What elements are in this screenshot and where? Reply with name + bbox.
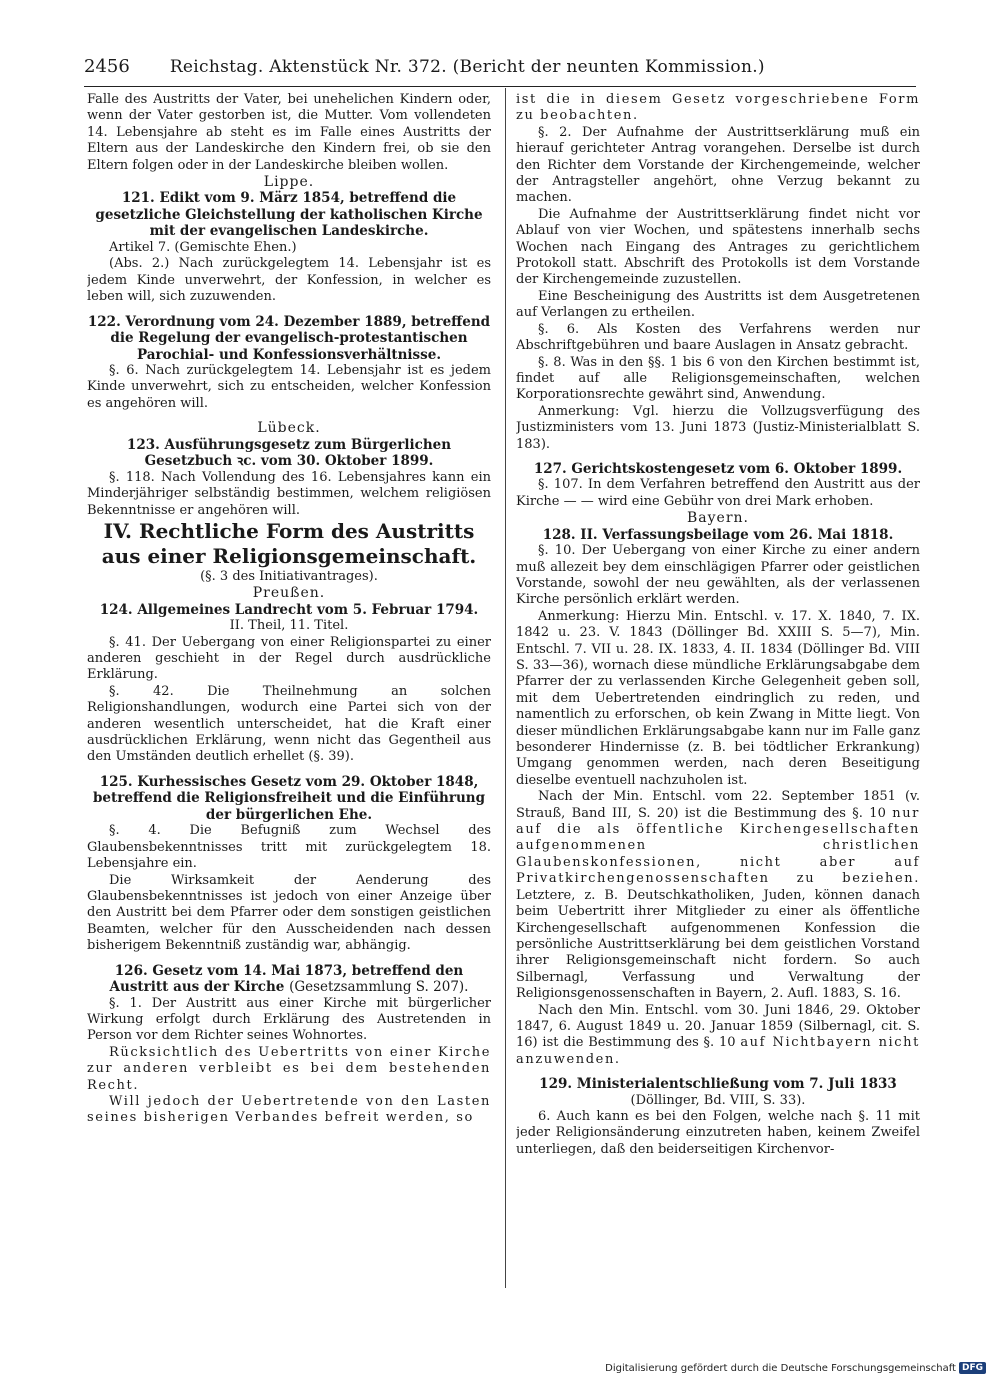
region-heading-luebeck: Lübeck.	[257, 420, 321, 437]
text-run-spaced: auf Nichtbayern nicht anzuwenden.	[516, 1035, 920, 1067]
heading-123: 123. Ausführungsgesetz zum Bürgerlichen Gesetzbuch ꝛc. vom 30. Oktober 1899.	[126, 436, 452, 470]
heading-128: 128. II. Verfassungsbeilage vom 26. Mai 1818.	[542, 526, 894, 543]
right-column	[516, 92, 920, 1288]
left-column	[87, 92, 491, 1288]
heading-126-source: (Gesetzsammlung S. 207).	[289, 979, 469, 996]
heading-127: 127. Gerichtskostengesetz vom 6. Oktober 1899.	[533, 460, 903, 477]
digitization-credit	[605, 1362, 986, 1374]
paragraph	[516, 1003, 920, 1069]
paragraph: §. 6. Nach zurückgelegtem 14. Lebensjahr ist es jedem Kinde unverwehrt, sich zu entscheiden, welcher Konfession es angehören will.	[87, 363, 491, 411]
heading-129: 129. Ministerialentschließung vom 7. Juli 1833	[539, 1076, 897, 1093]
credit-text: Digitalisierung gefördert durch die Deutsche Forschungsgemeinschaft	[605, 1362, 956, 1374]
paragraph: §. 4. Die Befugniß zum Wechsel des Glaubensbekenntnisses tritt mit zurückgelegtem 18. Lebensjahre ein.	[87, 823, 491, 872]
paragraph: §. 41. Der Uebergang von einer Religionspartei zu einer anderen geschieht in der Regel durch ausdrückliche Erklärung.	[87, 634, 491, 683]
text-run: Nach den Min. Entschl. vom 30. Juni 1846, 29. Oktober 1847, 6. August 1849 u. 20. Januar 1859 (Silbernagl, cit. S. 16) ist die Bestimmung des §. 10	[516, 1002, 920, 1051]
region-heading-preussen: Preußen.	[252, 585, 326, 602]
paragraph: Die Wirksamkeit der Aenderung des Glaubensbekenntnisses ist jedoch von einer Anzeige über den Austritt bei dem Pfarrer oder dem sonstigen geistlichen Beamten, welcher für den Ausscheidenden nach dessen bisherigem Bekenntniß zuständig war, abhängig.	[87, 872, 491, 954]
header-rule	[84, 86, 916, 87]
paragraph: Rücksichtlich des Uebertritts von einer Kirche zur anderen verbleibt es bei dem bestehenden Recht.	[87, 1044, 491, 1093]
heading-126	[87, 963, 491, 996]
section-heading-iv: IV. Rechtliche Form des Austritts aus einer Religionsgemeinschaft.	[101, 518, 477, 568]
paragraph: §. 6. Als Kosten des Verfahrens werden nur Abschriftgebühren und baare Auslagen in Ansatz gebracht.	[516, 321, 920, 354]
page-number: 2456	[84, 56, 130, 77]
paragraph: Anmerkung: Vgl. hierzu die Vollzugsverfügung des Justizministers vom 13. Juni 1873 (Justiz-Ministerialblatt S. 183).	[516, 403, 920, 452]
paragraph: Anmerkung: Hierzu Min. Entschl. v. 17. X. 1840, 7. IX. 1842 u. 23. V. 1843 (Döllinger Bd. XXIII S. 5—7), Min. Entschl. 7. VII u. 28. IX. 1833, 4. II. 1834 (Döllinger Bd. VIII S. 33—36), wornach diese mündliche Erklärungsabgabe dem Pfarrer der zu verlassenden Kirche Gelegenheit geben soll, mit dem Uebertretenden eindringlich zu reden, und namentlich zu erforschen, ob kein Zwang in Mitte liegt. Von dieser mündlichen Erklärungsabgabe kann nur im Falle ganz besonderer Hindernisse (z. B. bei tödtlicher Erkrankung) Umgang genommen werden, nach deren Beseitigung dieselbe eventuell nachzuholen ist.	[516, 608, 920, 788]
paragraph	[516, 789, 920, 1002]
text-run: Nach der Min. Entschl. vom 22. September 1851 (v. Strauß, Band III, S. 20) ist die Bestimmung des §. 10	[516, 789, 920, 821]
paragraph: §. 10. Der Uebergang von einer Kirche zu einer andern muß allezeit bey dem einschlägigen Pfarrer oder geistlichen Vorstande, sowohl der neu gewählten, als der verlassenen Kirche persönlich erklärt werden.	[516, 543, 920, 608]
page-header	[84, 56, 916, 82]
running-title: Reichstag. Aktenstück Nr. 372. (Bericht der neunten Kommission.)	[169, 57, 765, 77]
paragraph: §. 107. In dem Verfahren betreffend den Austritt aus der Kirche — — wird eine Gebühr von drei Mark erhoben.	[516, 477, 920, 509]
heading-125: 125. Kurhessisches Gesetz vom 29. Oktober 1848, betreffend die Religionsfreiheit und die Einführung der bürgerlichen Ehe.	[92, 773, 486, 823]
paragraph: Artikel 7. (Gemischte Ehen.)	[109, 239, 297, 255]
heading-126-title: 126. Gesetz vom 14. Mai 1873, betreffend den Austritt aus der Kirche	[109, 962, 464, 996]
text-run: Letztere, z. B. Deutschkatholiken, Juden, können danach beim Uebertritt ihrer Mitglieder zu einer als öffentliche Kirchengesellschaft aufgenommenen Konfession die persönliche Austrittserklärung bei dem geistlichen Vorstand ihrer Religionsgemeinschaft nicht fordern. So auch Silbernagl, Verfassung und Verwaltung der Religionsgenossenschaften in Bayern, 2. Aufl. 1883, S. 16.	[516, 887, 920, 1002]
paragraph: §. 118. Nach Vollendung des 16. Lebensjahres kann ein Minderjähriger selbständig bestimmen, welchem religiösen Bekenntnisse er angehören will.	[87, 469, 491, 518]
section-subtitle: (§. 3 des Initiativantrages).	[200, 568, 378, 584]
column-divider	[505, 88, 506, 1288]
text-run-spaced: nur auf die als öffentliche Kirchengesellschaften aufgenommenen christlichen Glaubenskonfessionen, nicht aber auf Privatkirchengenossenschaften zu beziehen.	[516, 805, 920, 887]
paragraph: 6. Auch kann es bei den Folgen, welche nach §. 11 mit jeder Religionsänderung einzutreten haben, keinem Zweifel unterliegen, daß den beiderseitigen Kirchenvor-	[516, 1109, 920, 1157]
paragraph: (Abs. 2.) Nach zurückgelegtem 14. Lebensjahr ist es jedem Kinde unverwehrt, der Konfession, in welcher es leben will, sich zuzuwenden.	[87, 256, 491, 305]
heading-124-subtitle: II. Theil, 11. Titel.	[229, 618, 349, 634]
paragraph: Eine Bescheinigung des Austritts ist dem Ausgetretenen auf Verlangen zu ertheilen.	[516, 288, 920, 321]
region-heading-lippe: Lippe.	[263, 174, 315, 191]
paragraph: Falle des Austritts der Vater, bei unehelichen Kindern oder, wenn der Vater gestorben ist, die Mutter. Vom vollendeten 14. Lebensjahre ab steht es im Falle eines Austritts der Eltern aus der Landeskirche den Kindern frei, ob sie den Eltern folgen oder in der Landeskirche bleiben wollen.	[87, 92, 491, 173]
heading-129-subtitle: (Döllinger, Bd. VIII, S. 33).	[630, 1092, 806, 1108]
dfg-logo: DFG	[959, 1362, 986, 1374]
heading-121: 121. Edikt vom 9. März 1854, betreffend die gesetzliche Gleichstellung der katholischen Kirche mit der evangelischen Landeskirche.	[95, 190, 483, 240]
paragraph: §. 8. Was in den §§. 1 bis 6 von den Kirchen bestimmt ist, findet auf alle Religionsgemeinschaften, welchen Korporationsrechte gewährt sind, Anwendung.	[516, 354, 920, 403]
paragraph: §. 1. Der Austritt aus einer Kirche mit bürgerlicher Wirkung erfolgt durch Erklärung des Austretenden in Person vor dem Richter seines Wohnortes.	[87, 995, 491, 1044]
paragraph: §. 42. Die Theilnehmung an solchen Religionshandlungen, wodurch eine Partei sich von der anderen wesentlich unterscheidet, hat die Kraft einer ausdrücklichen Erklärung, wenn nicht das Gegentheil aus den Umständen deutlich erhellet (§. 39).	[87, 683, 491, 765]
paragraph: §. 2. Der Aufnahme der Austrittserklärung muß ein hierauf gerichteter Antrag vorangehen. Derselbe ist durch den Richter dem Vorstande der Kirchengemeinde, welcher der Antragsteller angehört, ohne Verzug bekannt zu machen.	[516, 124, 920, 206]
paragraph: ist die in diesem Gesetz vorgeschriebene Form zu beobachten.	[516, 92, 920, 124]
paragraph: Die Aufnahme der Austrittserklärung findet nicht vor Ablauf von vier Wochen, und spätestens innerhalb sechs Wochen nach Eingang des Antrages zu gerichtlichem Protokoll statt. Abschrift des Protokolls ist dem Vorstande der Kirchengemeinde zuzustellen.	[516, 206, 920, 288]
heading-122: 122. Verordnung vom 24. Dezember 1889, betreffend die Regelung der evangelisch-protestantischen Parochial- und Konfessionsverhältnisse.	[87, 313, 491, 363]
region-heading-bayern: Bayern.	[687, 510, 749, 527]
paragraph: Will jedoch der Uebertretende von den Lasten seines bisherigen Verbandes befreit werden, so	[87, 1094, 491, 1126]
heading-124: 124. Allgemeines Landrecht vom 5. Februar 1794.	[99, 601, 479, 618]
